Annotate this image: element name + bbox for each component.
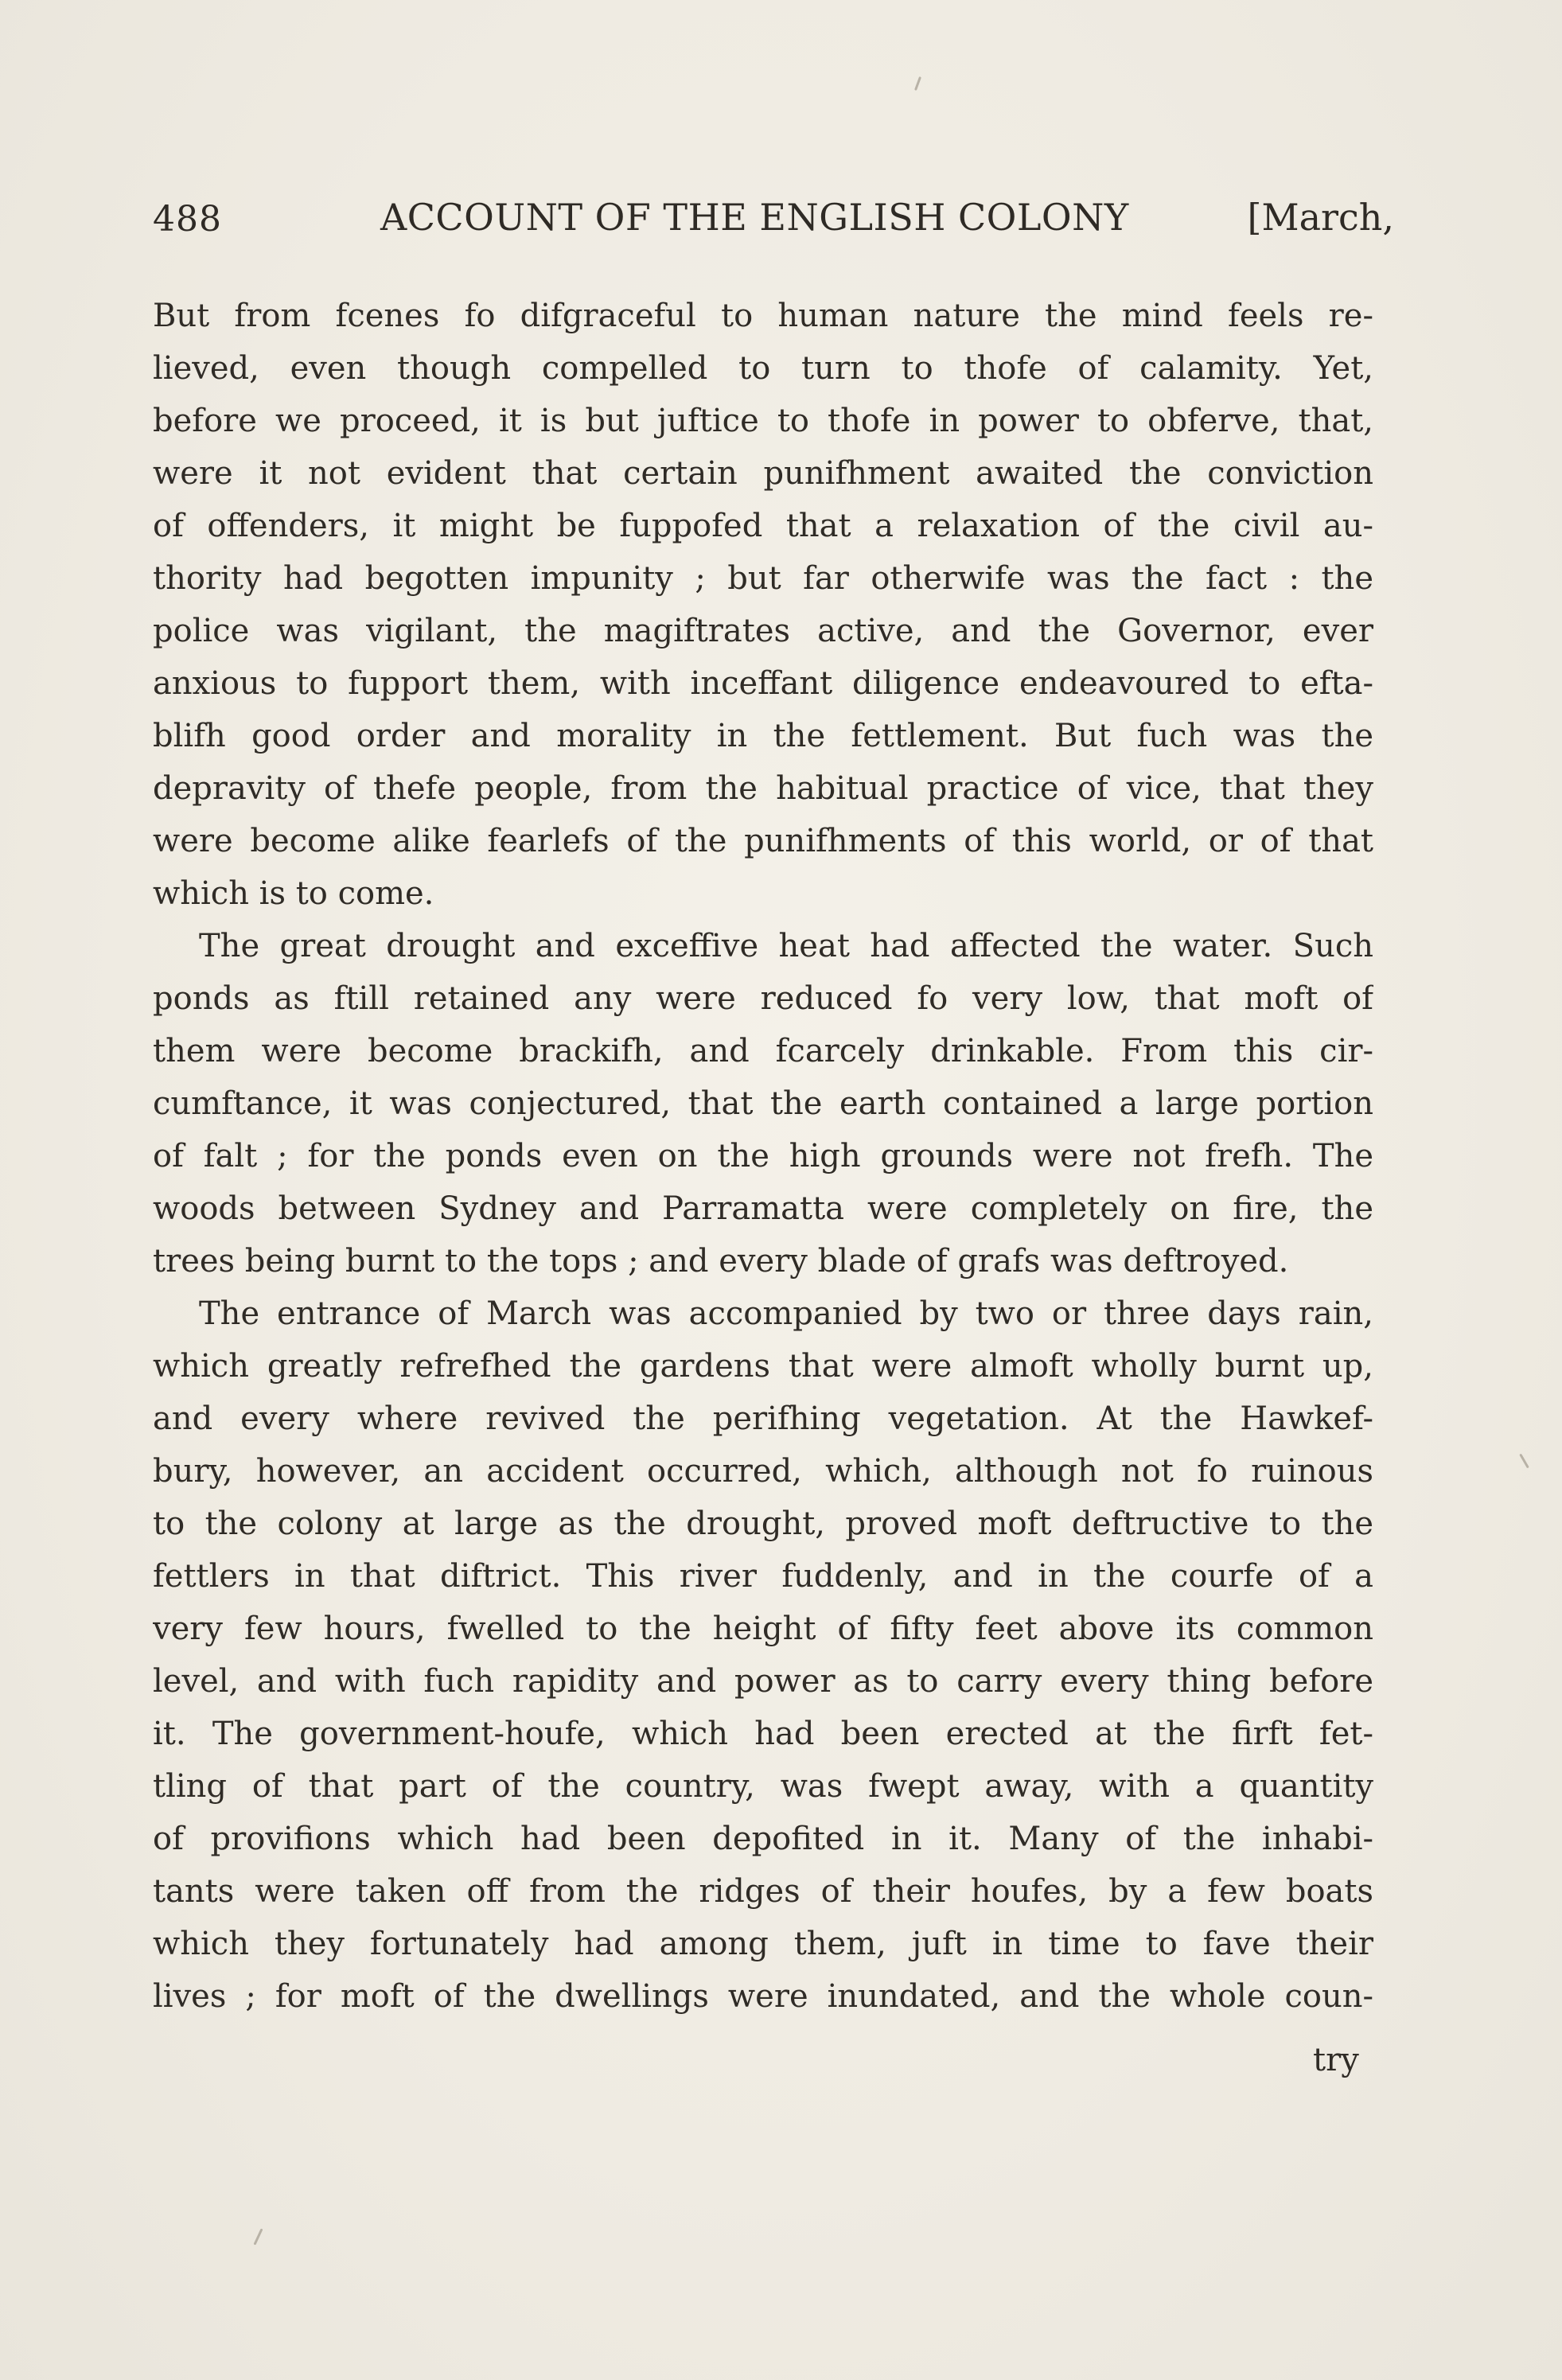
text-line: tling of that part of the country, was fwept away, with a quantity [153,1768,1373,1805]
text-line: The entrance of March was accompanied by two or three days rain, [199,1295,1373,1332]
text-line: to the colony at large as the drought, proved moft deftructive to the [153,1506,1373,1542]
text-line: of provifions which had been depofited in it. Many of the inhabi- [153,1821,1373,1857]
text-line: were become alike fearlefs of the punifhments of this world, or of that [153,823,1373,859]
text-line: them were become brackifh, and fcarcely drinkable. From this cir- [153,1033,1373,1069]
text-line: lieved, even though compelled to turn to thofe of calamity. Yet, [153,350,1373,387]
text-line: which greatly refrefhed the gardens that were almoft wholly burnt up, [153,1348,1373,1385]
running-head-month: [March, [1247,196,1394,239]
body-text [153,290,1373,2023]
text-line: before we proceed, it is but juftice to thofe in power to obferve, that, [153,403,1373,439]
page-header [153,191,1394,255]
text-line: depravity of thefe people, from the habitual practice of vice, that they [153,770,1373,807]
running-head: ACCOUNT OF THE ENGLISH COLONY [380,196,1129,239]
catchword: try [1313,2042,1359,2078]
text-line: woods between Sydney and Parramatta were completely on fire, the [153,1190,1373,1227]
text-line: of falt ; for the ponds even on the high grounds were not frefh. The [153,1138,1373,1174]
text-line: it. The government-houfe, which had been erected at the firft fet- [153,1716,1373,1752]
text-line: blifh good order and morality in the fettlement. But fuch was the [153,718,1373,754]
text-line: tants were taken off from the ridges of their houfes, by a few boats [153,1873,1373,1910]
text-line: thority had begotten impunity ; but far otherwife was the fact : the [153,560,1373,597]
text-line: ponds as ftill retained any were reduced fo very low, that moft of [153,980,1373,1017]
text-line: very few hours, fwelled to the height of fifty feet above its common [153,1611,1373,1647]
text-line: police was vigilant, the magiftrates active, and the Governor, ever [153,613,1373,649]
paper-speck [914,76,921,91]
text-line: of offenders, it might be fuppofed that a relaxation of the civil au- [153,508,1373,544]
text-line: fettlers in that diftrict. This river fuddenly, and in the courfe of a [153,1558,1373,1595]
text-line: were it not evident that certain punifhment awaited the conviction [153,455,1373,492]
paper-speck [253,2228,263,2245]
text-line: cumftance, it was conjectured, that the earth contained a large portion [153,1085,1373,1122]
text-line: which is to come. [153,875,434,912]
text-line: The great drought and exceffive heat had affected the water. Such [199,928,1373,964]
paper-speck [1519,1454,1529,1469]
text-line: and every where revived the perifhing vegetation. At the Hawkef- [153,1400,1373,1437]
text-line: level, and with fuch rapidity and power as to carry every thing before [153,1663,1373,1700]
page-number: 488 [153,199,222,240]
text-line: anxious to fupport them, with inceffant diligence endeavoured to efta- [153,665,1373,702]
text-line: But from fcenes fo difgraceful to human nature the mind feels re- [153,298,1373,334]
text-line: bury, however, an accident occurred, which, although not fo ruinous [153,1453,1373,1490]
text-line: which they fortunately had among them, juft in time to fave their [153,1926,1373,1962]
text-line: trees being burnt to the tops ; and every blade of grafs was deftroyed. [153,1243,1289,1280]
text-line: lives ; for moft of the dwellings were inundated, and the whole coun- [153,1978,1373,2015]
